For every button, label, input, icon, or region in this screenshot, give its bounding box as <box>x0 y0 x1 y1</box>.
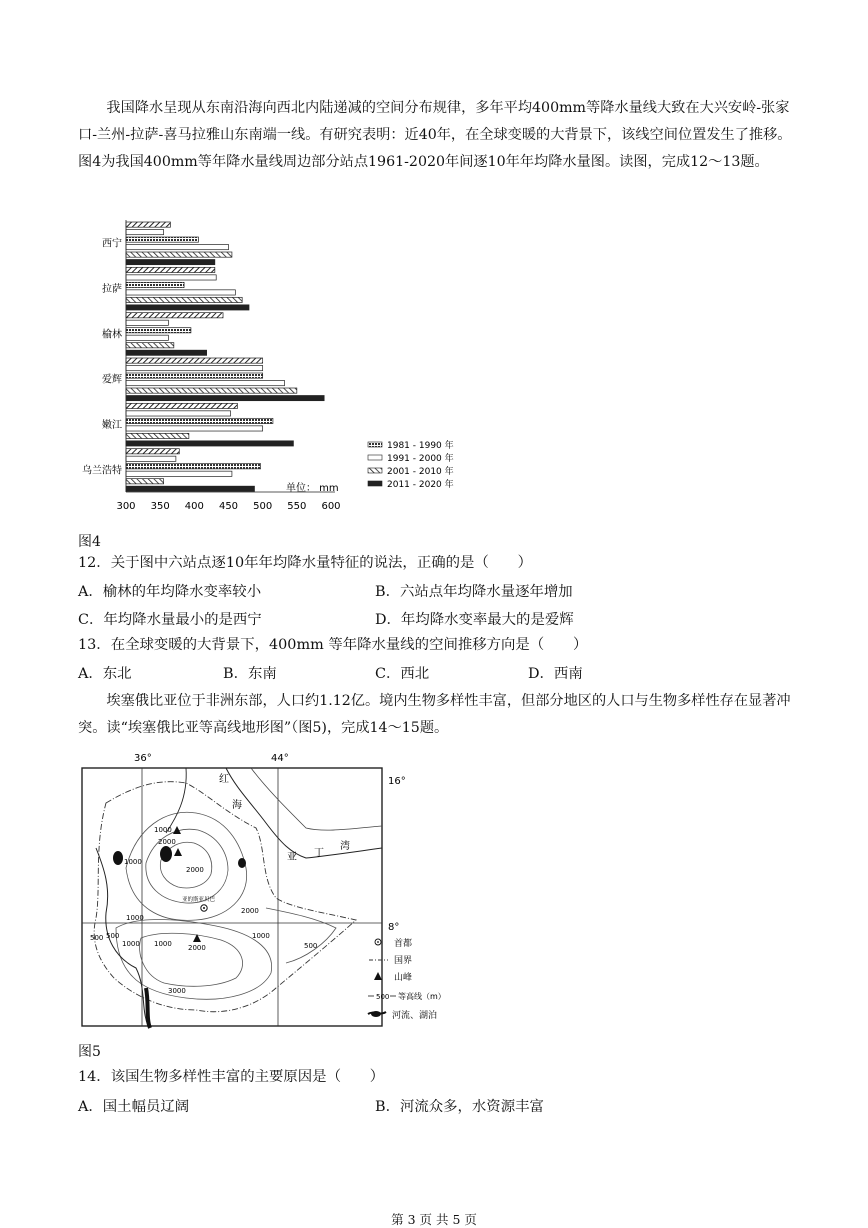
category-label: 西宁 <box>102 238 122 250</box>
q13-option-d[interactable]: D．西南 <box>528 666 583 682</box>
q12-option-c[interactable]: C．年均降水量最小的是西宁 <box>78 612 262 628</box>
contour-label: 500 <box>106 932 120 940</box>
intro-paragraph-2: 埃塞俄比亚位于非洲东部，人口约1.12亿。境内生物多样性丰富，但部分地区的人口与生物多样性存在显著冲突。读“埃塞俄比亚等高线地形图”（图5)，完成14～15题。 <box>78 693 791 736</box>
legend-border: 国界 <box>394 956 413 966</box>
intro-paragraph: 我国降水呈现从东南沿海向西北内陆递减的空间分布规律，多年平均400mm等降水量线大致在大兴安岭-张家口-兰州-拉萨-喜马拉雅山东南端一线。有研究表明：近40年，在全球变暖的大背景下，该线空间位置发生了推移。图4为我国400mm等年降水量线周边部分站点1961-2020年间逐10年年均降水量图。读图，完成12～13题。 <box>78 100 792 170</box>
bar-0-4 <box>126 252 232 257</box>
contour-label: 1000 <box>126 914 144 922</box>
legend-contour-sample: 500 <box>376 993 390 1001</box>
lat-label-8: 8° <box>388 922 400 933</box>
bar-3-4 <box>126 388 297 393</box>
bar-5-0 <box>126 449 179 454</box>
bar-0-2 <box>126 237 198 242</box>
category-label: 拉萨 <box>102 284 122 295</box>
ethiopia-contour-map <box>76 748 476 1033</box>
bar-2-3 <box>126 335 168 340</box>
q12-option-a[interactable]: A．榆林的年均降水变率较小 <box>78 584 262 600</box>
q13-stem: 13．在全球变暖的大背景下，400mm 等年降水量线的空间推移方向是（ ） <box>78 637 588 653</box>
legend-swatch <box>368 468 382 473</box>
capital-label: 亚的斯亚贝巴 <box>182 897 216 903</box>
bar-2-2 <box>126 328 191 333</box>
bar-3-2 <box>126 373 263 378</box>
contour-label: 1000 <box>252 932 270 940</box>
lat-label-16: 16° <box>388 776 406 787</box>
bar-4-2 <box>126 418 273 423</box>
bar-1-2 <box>126 282 184 287</box>
contour-label: 2000 <box>186 866 204 874</box>
bar-5-1 <box>126 456 176 461</box>
page-footer: 第 3 页 共 5 页 <box>391 1212 477 1227</box>
bar-1-1 <box>126 275 216 280</box>
bar-4-4 <box>126 433 189 438</box>
legend-label: 1981 - 1990 年 <box>387 441 454 451</box>
bar-0-0 <box>126 222 170 227</box>
legend-label: 1991 - 2000 年 <box>387 454 454 464</box>
legend-contour: 等高线（m） <box>398 992 446 1001</box>
bar-4-1 <box>126 411 231 416</box>
q12-stem: 12．关于图中六站点逐10年年均降水量特征的说法，正确的是（ ） <box>78 555 532 571</box>
bar-5-4 <box>126 479 164 484</box>
bar-1-4 <box>126 297 242 302</box>
x-tick-label: 550 <box>287 501 307 512</box>
red-sea-label-2: 海 <box>232 800 242 811</box>
legend-swatch <box>368 442 382 447</box>
legend-capital: 首都 <box>394 939 413 949</box>
bar-4-5 <box>126 441 293 446</box>
contour-label: 3000 <box>168 987 186 995</box>
bar-1-5 <box>126 305 249 310</box>
bar-1-0 <box>126 267 215 272</box>
bar-1-3 <box>126 290 235 295</box>
q12-option-d[interactable]: D．年均降水变率最大的是爱辉 <box>375 612 574 628</box>
figure-4-caption: 图4 <box>78 534 101 550</box>
bar-0-3 <box>126 245 229 250</box>
legend-label: 2001 - 2010 年 <box>387 467 454 477</box>
contour-label: 1000 <box>154 826 172 834</box>
lon-label-44: 44° <box>271 753 289 764</box>
x-tick-label: 350 <box>150 501 170 512</box>
gulf-label-2: 丁 <box>314 848 324 859</box>
contour-label: 500 <box>90 934 104 942</box>
figure-5-caption: 图5 <box>78 1044 101 1060</box>
legend-swatch <box>368 455 382 460</box>
bar-2-0 <box>126 313 223 318</box>
unit-label: 单位： mm <box>286 483 339 494</box>
bar-3-0 <box>126 358 263 363</box>
x-tick-label: 500 <box>253 501 273 512</box>
q13-option-c[interactable]: C．西北 <box>375 666 430 682</box>
bar-2-1 <box>126 320 168 325</box>
legend-swatch <box>368 481 382 486</box>
bar-4-3 <box>126 426 263 431</box>
q14-stem: 14．该国生物多样性丰富的主要原因是（ ） <box>78 1069 385 1085</box>
q14-option-a[interactable]: A．国土幅员辽阔 <box>78 1099 190 1115</box>
q12-option-b[interactable]: B．六站点年均降水量逐年增加 <box>375 584 573 600</box>
contour-label: 2000 <box>188 944 206 952</box>
bar-5-5 <box>126 486 254 491</box>
contour-label: 2000 <box>158 838 176 846</box>
q13-option-a[interactable]: A．东北 <box>78 666 132 682</box>
gulf-label-1: 亚 <box>287 852 297 863</box>
bar-0-5 <box>126 260 215 265</box>
category-label: 爱辉 <box>102 374 122 386</box>
contour-label: 1000 <box>154 940 172 948</box>
lon-label-36: 36° <box>134 753 152 764</box>
bar-3-3 <box>126 381 285 386</box>
q13-option-b[interactable]: B．东南 <box>223 666 277 682</box>
gulf-label-3: 湾 <box>340 841 350 852</box>
x-tick-label: 400 <box>184 501 204 512</box>
category-label: 嫩江 <box>102 420 122 431</box>
category-label: 榆林 <box>102 329 122 341</box>
bar-5-2 <box>126 464 261 469</box>
contour-label: 2000 <box>241 907 259 915</box>
q14-option-b[interactable]: B．河流众多，水资源丰富 <box>375 1099 544 1115</box>
x-tick-label: 450 <box>218 501 239 512</box>
red-sea-label-1: 红 <box>219 774 229 785</box>
x-tick-label: 300 <box>116 501 136 512</box>
bar-3-1 <box>126 366 263 371</box>
legend-label: 2011 - 2020 年 <box>387 480 454 490</box>
contour-label: 500 <box>304 942 318 950</box>
bar-2-5 <box>126 350 207 355</box>
x-tick-label: 600 <box>321 501 341 512</box>
bar-0-1 <box>126 230 164 235</box>
bar-5-3 <box>126 471 232 476</box>
contour-label: 1000 <box>122 940 140 948</box>
category-label: 乌兰浩特 <box>82 465 122 477</box>
bar-3-5 <box>126 396 324 401</box>
bar-2-4 <box>126 343 174 348</box>
precipitation-bar-chart <box>82 212 470 522</box>
legend-river: 河流、湖泊 <box>392 1011 438 1021</box>
contour-label: 1000 <box>124 858 142 866</box>
legend-peak: 山峰 <box>394 973 413 983</box>
bar-4-0 <box>126 403 237 408</box>
